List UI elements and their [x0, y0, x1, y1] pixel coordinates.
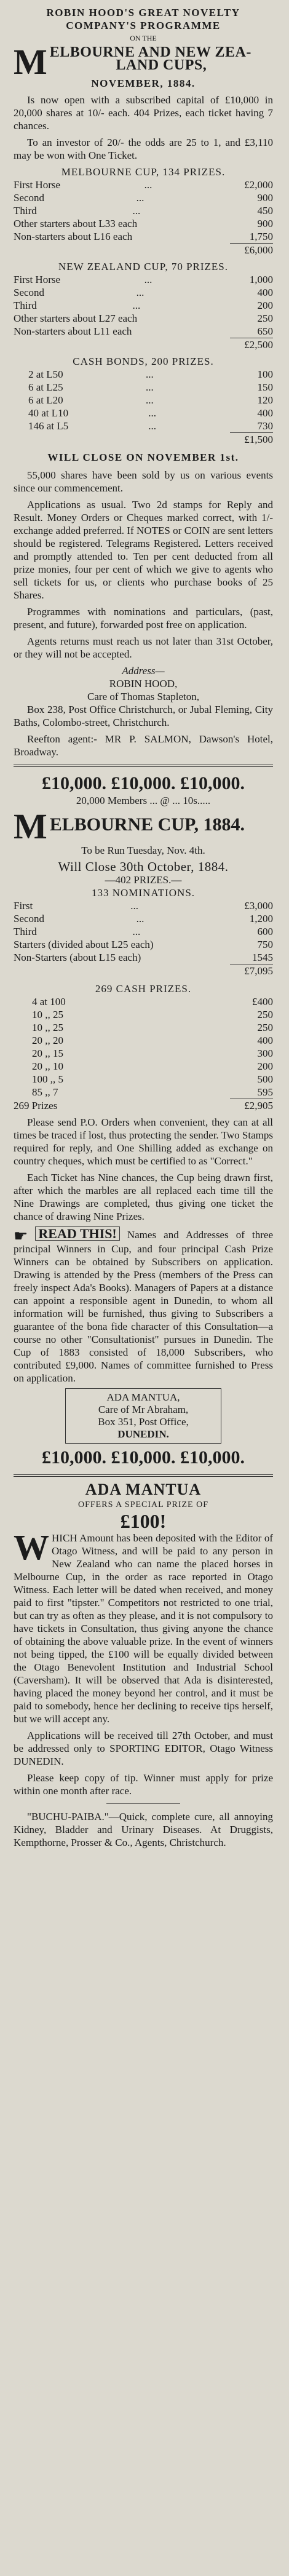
nz-row-dots: ... [136, 287, 144, 298]
melbourne-row-dots [137, 217, 236, 230]
ad2-row-value: 1545 [252, 952, 273, 963]
nz-row-value: 400 [257, 287, 273, 298]
ad2-cash-row [14, 1008, 273, 1021]
melbourne-row-dots [132, 230, 236, 243]
divider [14, 765, 273, 767]
cash-row [28, 394, 273, 407]
read-this-text: Names and Addresses of three principal Winners in Cup, and four principal Cash Prize Winners can be obtained by Subscribers on application. Drawing is attended by the Press (members of the Press can freely inspect Ada's Books). Managers of Papers at a distance can appoint a responsible agent in Dunedin, to whom all information will be furnished, thus giving to Subscribers a guarantee of the bona fide character of this Consultation—a course no other "Consultationist" pursues in Dunedin. The Cup of 1883 consisted of 18,000 Subscribers, who contributed £9,000. Names of committee furnished to Press on application. [14, 1229, 274, 1384]
nz-prize-table [14, 273, 273, 338]
ad2-row-dots: ... [130, 900, 138, 912]
ad2-para-2: Each Ticket has Nine chances, the Cup being drawn first, after which the marbles are all replaced each time till the Nine Drawings are completed, thus giving one ticket the chance of drawing Nine Prizes. [14, 1172, 273, 1222]
melbourne-row-value: 1,750 [249, 231, 273, 242]
ad2-cash-row [14, 1086, 273, 1099]
ad2-cash-row [14, 1047, 273, 1060]
cash-heading: CASH BONDS, 200 PRIZES. [73, 356, 214, 367]
melbourne-prize-table [14, 178, 273, 243]
ad2-prizes: —402 PRIZES.— [105, 874, 182, 886]
ad2-row-dots: ... [136, 913, 144, 924]
ad1-investor: To an investor of 20/- the odds are 25 to 1, and £3,110 may be won with One Ticket. [14, 137, 273, 161]
ad3-initial: W [14, 1527, 49, 1567]
ad2-address-line4: DUNEDIN. [117, 1428, 169, 1440]
ad2-nominations: 133 NOMINATIONS. [91, 887, 196, 899]
ad1-header-line3: ON THE [130, 34, 157, 42]
divider [106, 1803, 180, 1804]
ad1-address-label: Address— [122, 665, 165, 677]
cash-row-label: 2 at L50 [28, 368, 63, 380]
nz-heading: NEW ZEALAND CUP, 70 PRIZES. [58, 261, 229, 272]
ad2-address-line2: Care of Mr Abraham, [98, 1403, 189, 1415]
cash-row [28, 407, 273, 419]
nz-row [14, 312, 273, 325]
ad2-para-1: Please send P.O. Orders when convenient, they can at all times be traced if lost, thus protecting the sender. Two Stamps required for reply, and One Shilling added as exchange on country cheques, which must be certified to as "Correct." [14, 1116, 273, 1167]
ad1-header-line2: COMPANY'S PROGRAMME [66, 20, 221, 31]
ad1-para-1: 55,000 shares have been sold by us on various events since our commencement. [14, 469, 273, 494]
cash-row [28, 381, 273, 394]
ad2-members: 20,000 Members ... @ ... 10s..... [76, 795, 211, 806]
nz-row [14, 273, 273, 286]
ad2-row-dots [154, 938, 236, 951]
nz-row-value: 1,000 [249, 274, 273, 285]
ad1-reefton-agent: Reefton agent:- MR P. SALMON, Dawson's Hotel, Broadway. [14, 733, 273, 758]
melbourne-row [14, 217, 273, 230]
ad2-row-dots: ... [132, 926, 141, 937]
cash-row-label: 6 at L20 [28, 394, 63, 406]
nz-row-label: Non-starters about L11 each [14, 325, 132, 337]
ad2-row [14, 899, 273, 912]
ad1-title-initial: M [14, 42, 47, 82]
melbourne-row-value: 900 [257, 218, 273, 229]
read-this-heading: READ THIS! [35, 1226, 119, 1241]
ad2-cash-heading: 269 CASH PRIZES. [95, 983, 192, 995]
ad2-cash-row [14, 995, 273, 1008]
cash-prize-table [14, 368, 273, 432]
ad2-row-dots [141, 951, 236, 964]
ad1-para-4: Agents returns must reach us not later than 31st October, or they will not be accepted. [14, 635, 273, 660]
nz-row-dots [137, 312, 236, 325]
nz-row-dots: ... [132, 300, 141, 311]
ad2-row [14, 912, 273, 925]
cash-row-value: 120 [257, 394, 273, 406]
nz-row-dots: ... [144, 274, 152, 285]
ad2-cash-row-label: 10 ,, 25 [32, 1022, 63, 1033]
melbourne-row-value: 900 [257, 192, 273, 204]
melbourne-row-dots: ... [132, 205, 141, 217]
ad1-title [14, 42, 273, 82]
nz-row-value: 200 [257, 300, 273, 311]
ad2-run-date: To be Run Tuesday, Nov. 4th. [81, 845, 205, 856]
ad3-para-2: Please keep copy of tip. Winner must apply for prize within one month after race. [14, 1771, 273, 1797]
cash-row-dots: ... [148, 420, 156, 432]
ad1-title-line1: ELBOURNE AND NEW ZEA- [49, 44, 251, 60]
ada-mantua-special-prize-advert [14, 1480, 273, 1797]
ad1-address-name: ROBIN HOOD, [109, 678, 178, 690]
ad2-banner-bottom: £10,000. £10,000. £10,000. [42, 1447, 245, 1468]
cash-row-label: 6 at L25 [28, 381, 63, 393]
ad2-cash-row-label: 20 ,, 10 [32, 1060, 63, 1072]
melbourne-row-value: £2,000 [244, 179, 273, 191]
ad1-para-3: Programmes with nominations and particulars, (past, present, and future), forwarded post free on application. [14, 606, 273, 630]
ad2-cash-table [14, 995, 273, 1099]
nz-row-value: 250 [257, 312, 273, 324]
ad2-row-value: 750 [257, 939, 273, 950]
ad2-cash-row-value: 400 [257, 1035, 273, 1046]
ad2-cash-row [14, 1034, 273, 1047]
ad3-offer: OFFERS A SPECIAL PRIZE OF [78, 1500, 208, 1509]
ad2-cash-row [14, 1021, 273, 1034]
ad2-cash-row-value: £400 [252, 996, 273, 1008]
nz-row-label: Other starters about L27 each [14, 312, 138, 324]
melbourne-total: £6,000 [244, 244, 273, 256]
ad2-cash-row-label: 20 ,, 15 [32, 1047, 63, 1059]
nz-row-label: First Horse [14, 274, 61, 285]
ada-mantua-consultation-advert [14, 773, 273, 1468]
cash-row-value: 150 [257, 381, 273, 393]
ad2-total: £7,095 [244, 965, 273, 977]
ad1-title-line2: LAND CUPS, [116, 57, 207, 73]
ad2-cash-row-value: 595 [257, 1086, 273, 1098]
ad2-address-line1: ADA MANTUA, [106, 1391, 180, 1403]
nz-row [14, 286, 273, 299]
ad1-address-care: Care of Thomas Stapleton, [87, 691, 199, 702]
ad2-row [14, 951, 273, 964]
ad1-intro: Is now open with a subscribed capital of £10,000 in 20,000 shares at 10/- each. 404 Prizes, each ticket having 7 chances. [14, 94, 273, 132]
nz-row-label: Second [14, 287, 45, 298]
ad2-cash-row-value: 250 [257, 1009, 273, 1020]
ad2-cash-row-label: 100 ,, 5 [32, 1073, 63, 1085]
nz-row-label: Third [14, 300, 37, 311]
melbourne-row [14, 204, 273, 217]
melbourne-row-label: First Horse [14, 179, 61, 191]
ad2-title-text: ELBOURNE CUP, 1884. [49, 814, 245, 835]
ad1-header-line1: ROBIN HOOD'S GREAT NOVELTY [46, 7, 240, 18]
melbourne-row-dots: ... [136, 192, 144, 204]
ad2-row-value: 600 [257, 926, 273, 937]
ad1-para-2: Applications as usual. Two 2d stamps for Reply and Result. Money Orders or Cheques marked correct, with 1/- exchange added preferred. If NOTES or COIN are sent letters should be registered. Telegrams Registered. Letters received and promptly attended to. Ten per cent deducted from all prize monies, four per cent of which we give to agents who sell tickets for us, or clients who purchase books of 25 Shares. [14, 499, 273, 601]
melbourne-row [14, 230, 273, 243]
melbourne-row-label: Third [14, 205, 37, 217]
nz-row-dots [132, 325, 236, 338]
ad2-cash-row-value: 500 [257, 1073, 273, 1085]
ad2-row [14, 938, 273, 951]
ad2-cash-row-label: 85 ,, 7 [32, 1086, 58, 1098]
robin-hood-advert [14, 6, 273, 758]
cash-total: £1,500 [244, 434, 273, 445]
cash-row-dots: ... [145, 394, 154, 406]
melbourne-row [14, 191, 273, 204]
melbourne-row-label: Second [14, 192, 45, 204]
melbourne-row [14, 178, 273, 191]
ad3-para-1: Applications will be received till 27th October, and must be addressed only to SPORTING EDITOR, Otago Witness DUNEDIN. [14, 1729, 273, 1767]
cash-row [28, 368, 273, 381]
melbourne-row-dots: ... [144, 179, 152, 191]
cash-row-value: 100 [257, 368, 273, 380]
ad2-row-value: 1,200 [249, 913, 273, 924]
ad3-body-text: HICH Amount has been deposited with the Editor of Otago Witness, and will be paid to any person in New Zealand who can name the placed horses in Melbourne Cup, in the order as race reported in Otago Witness. Each letter will be dated when received, and money paid to first "tipster." Competitors not restricted to one trial, but can try as often as they please, and it is not compulsory to have tickets in Consultation, thus giving anyone the chance of obtaining the above valuable prize. In the event of winners not being tipped, the £100 will be equally divided between the Otago Benevolent Institution and Industrial School (Caversham). It will be observed that Ada is disinterested, having placed the money beyond her control, and it must be paid to somebody, hence her declining to receive tips herself, but we will accept any. [14, 1532, 273, 1725]
ad3-title: ADA MANTUA [85, 1480, 202, 1498]
ad2-address-box [65, 1388, 221, 1444]
ad2-banner: £10,000. £10,000. £10,000. [42, 773, 245, 793]
ad2-row-label: Second [14, 913, 45, 924]
ad1-address-box: Box 238, Post Office Christchurch, or Jubal Fleming, City Baths, Colombo-street, Christchurch. [14, 704, 273, 728]
pointing-hand-icon: ☛ [14, 1226, 28, 1245]
cash-row-label: 40 at L10 [28, 407, 69, 419]
melbourne-row-label: Non-starters about L16 each [14, 231, 133, 242]
ad2-read-this [14, 1226, 273, 1385]
ad2-cash-row [14, 1060, 273, 1073]
melbourne-heading: MELBOURNE CUP, 134 PRIZES. [61, 166, 226, 178]
ad2-address-line3: Box 351, Post Office, [98, 1415, 189, 1428]
ad2-row [14, 925, 273, 938]
cash-row [28, 419, 273, 432]
buchu-paiba-advert: "BUCHU-PAIBA."—Quick, complete cure, all annoying Kidney, Bladder and Urinary Diseases. At Druggists, Kempthorne, Prosser & Co., Agents, Christchurch. [14, 1810, 273, 1848]
ad2-row-label: Non-Starters (about L15 each) [14, 952, 141, 963]
ad2-cash-row [14, 1073, 273, 1086]
ad2-cash-row-value: 200 [257, 1060, 273, 1072]
ad2-cash-total-label: 269 Prizes [14, 1100, 58, 1111]
ad2-row-label: First [14, 900, 33, 912]
cash-row-value: 400 [257, 407, 273, 419]
nz-total: £2,500 [244, 339, 273, 351]
ad2-cash-row-label: 4 at 100 [32, 996, 66, 1008]
cash-row-label: 146 at L5 [28, 420, 69, 432]
ad2-row-value: £3,000 [244, 900, 273, 912]
cash-row-value: 730 [257, 420, 273, 432]
ad2-row-label: Third [14, 926, 37, 937]
ad2-close: Will Close 30th October, 1884. [58, 859, 229, 874]
nz-row [14, 325, 273, 338]
ad1-date: NOVEMBER, 1884. [91, 78, 196, 89]
ad2-row-label: Starters (divided about L25 each) [14, 939, 154, 950]
ad2-prize-table [14, 899, 273, 964]
cash-row-dots: ... [145, 368, 154, 380]
ad3-body [14, 1527, 273, 1725]
ad3-amount: £100! [120, 1509, 167, 1532]
ad2-title [14, 806, 273, 846]
ad2-cash-row-label: 10 ,, 25 [32, 1009, 63, 1020]
nz-row-value: 650 [257, 325, 273, 337]
cash-row-dots: ... [145, 381, 154, 393]
melbourne-row-value: 450 [257, 205, 273, 217]
ad1-close: WILL CLOSE ON NOVEMBER 1st. [47, 451, 239, 463]
ad2-cash-total: £2,905 [244, 1100, 273, 1111]
nz-row [14, 299, 273, 312]
divider [14, 1474, 273, 1477]
ad2-cash-row-value: 250 [257, 1022, 273, 1033]
ad2-title-initial: M [14, 806, 47, 846]
ad2-cash-row-label: 20 ,, 20 [32, 1035, 63, 1046]
ad2-cash-row-value: 300 [257, 1047, 273, 1059]
melbourne-row-label: Other starters about L33 each [14, 218, 138, 229]
cash-row-dots: ... [148, 407, 156, 419]
